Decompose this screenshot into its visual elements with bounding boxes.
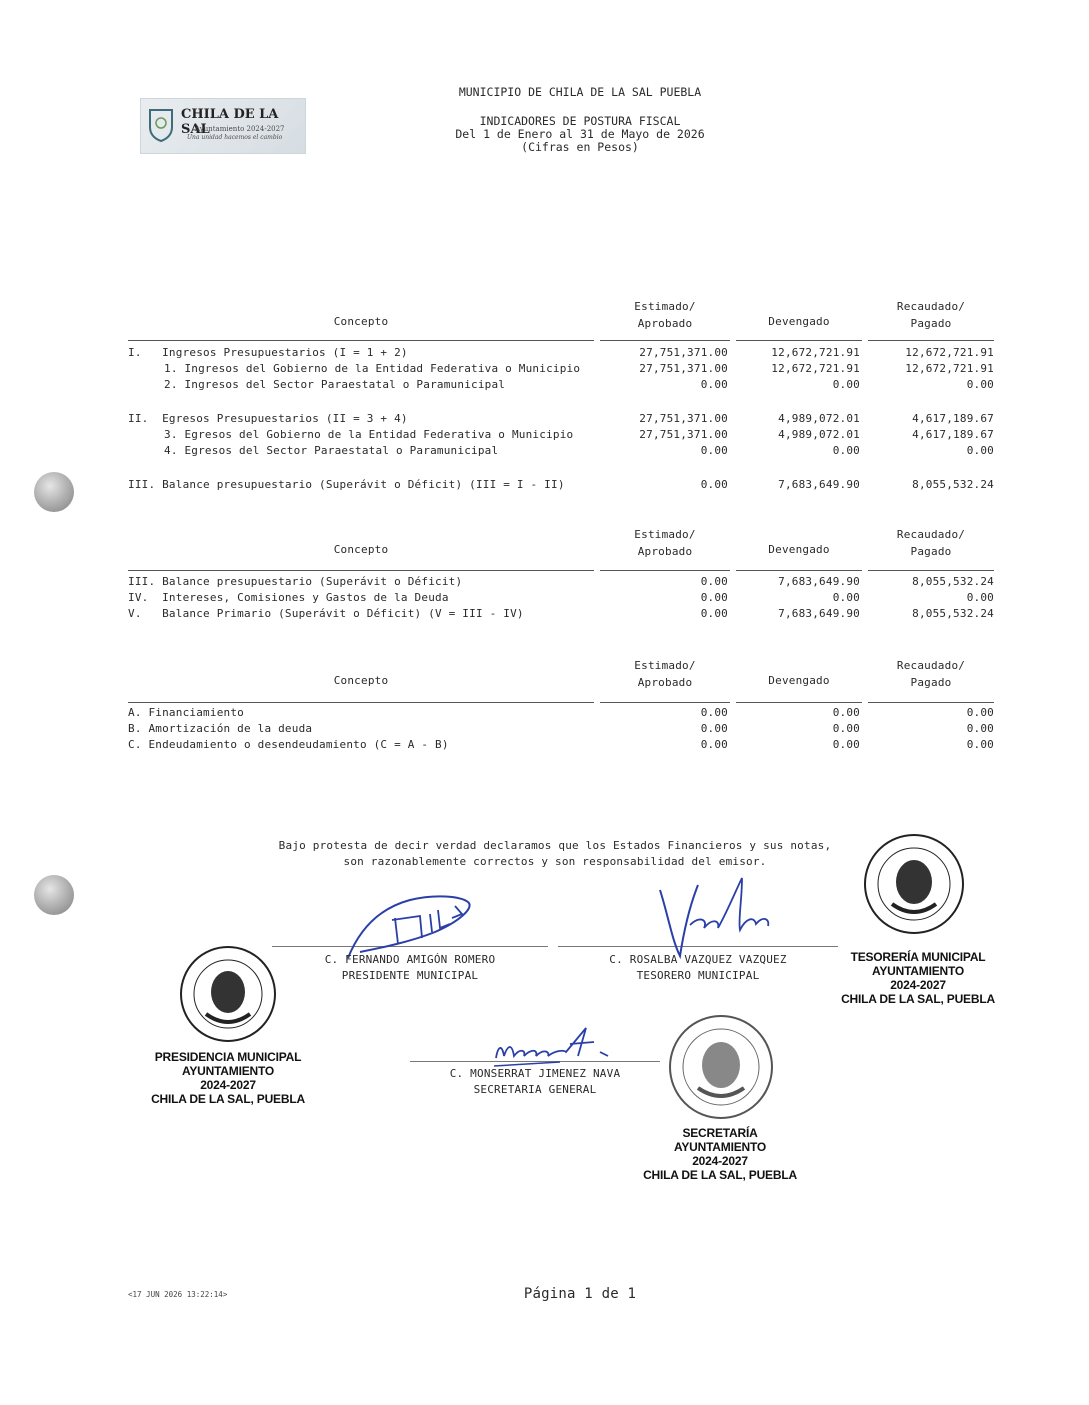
row-devengado: 7,683,649.90 xyxy=(778,575,860,588)
row-recaudado: 12,672,721.91 xyxy=(905,346,994,359)
row-label: B. Amortización de la deuda xyxy=(128,722,313,735)
row-label: 4. Egresos del Sector Paraestatal o Paramunicipal xyxy=(164,444,499,457)
row-recaudado: 8,055,532.24 xyxy=(912,607,994,620)
row-devengado: 0.00 xyxy=(832,444,860,457)
s2-rule-recaudado xyxy=(868,570,994,571)
emblem-seal-presidencia xyxy=(178,944,278,1044)
secretaria-name: C. MONSERRAT JIMENEZ NAVA xyxy=(449,1067,621,1080)
s2-col-estimado-line2: Aprobado xyxy=(637,545,693,558)
report-header xyxy=(380,86,780,154)
s1-col-recaudado xyxy=(868,298,994,332)
s3-rule-estimado xyxy=(600,702,730,703)
seal-presidencia-line4: CHILA DE LA SAL, PUEBLA xyxy=(151,1092,305,1106)
s3-rule-concepto xyxy=(128,702,594,703)
row-devengado: 4,989,072.01 xyxy=(778,412,860,425)
logo-line2: Una unidad hacemos el cambio xyxy=(187,134,283,141)
s2-col-recaudado-line2: Pagado xyxy=(910,545,952,558)
s2-col-concepto: Concepto xyxy=(333,543,389,556)
s3-col-concepto: Concepto xyxy=(333,674,389,687)
report-units: (Cifras en Pesos) xyxy=(521,140,639,154)
row-estimado: 0.00 xyxy=(700,607,728,620)
tesorero-name: C. ROSALBA VAZQUEZ VAZQUEZ xyxy=(609,953,787,966)
row-estimado: 27,751,371.00 xyxy=(639,346,728,359)
row-estimado: 0.00 xyxy=(700,478,728,491)
row-label: 3. Egresos del Gobierno de la Entidad Federativa o Municipio xyxy=(164,428,574,441)
tesorero-title: TESORERO MUNICIPAL xyxy=(636,969,760,982)
seal-tesoreria-line3: 2024-2027 xyxy=(890,978,946,992)
secretaria-block xyxy=(410,1066,660,1098)
seal-presidencia-line1: PRESIDENCIA MUNICIPAL xyxy=(154,1050,302,1064)
row-estimado: 0.00 xyxy=(700,378,728,391)
seal-secretaria-line1: SECRETARÍA xyxy=(682,1126,758,1140)
row-devengado: 7,683,649.90 xyxy=(778,607,860,620)
row-devengado: 4,989,072.01 xyxy=(778,428,860,441)
declaration-line1: Bajo protesta de decir verdad declaramos que los Estados Financieros y sus notas, xyxy=(278,839,832,852)
row-recaudado: 0.00 xyxy=(966,738,994,751)
s1-col-devengado: Devengado xyxy=(768,315,830,328)
row-label: II. Egresos Presupuestarios (II = 3 + 4) xyxy=(128,412,408,425)
seal-presidencia-line3: 2024-2027 xyxy=(200,1078,256,1092)
s1-rule-recaudado xyxy=(868,340,994,341)
s2-col-recaudado xyxy=(868,526,994,560)
seal-text-tesoreria xyxy=(828,950,1008,1006)
row-estimado: 27,751,371.00 xyxy=(639,362,728,375)
s1-col-recaudado-line2: Pagado xyxy=(910,317,952,330)
s1-rule-estimado xyxy=(600,340,730,341)
seal-text-secretaria xyxy=(630,1126,810,1182)
s2-col-estimado xyxy=(600,526,730,560)
s1-col-recaudado-line1: Recaudado/ xyxy=(896,300,966,313)
row-estimado: 0.00 xyxy=(700,706,728,719)
seal-tesoreria-line1: TESORERÍA MUNICIPAL xyxy=(850,950,986,964)
declaration-line2: son razonablemente correctos y son responsabilidad del emisor. xyxy=(343,855,767,868)
logo-line1: Ayuntamiento 2024-2027 xyxy=(195,125,285,133)
print-timestamp: <17 JUN 2026 13:22:14> xyxy=(128,1290,228,1299)
seal-secretaria-line3: 2024-2027 xyxy=(692,1154,748,1168)
punch-hole-bottom xyxy=(34,875,74,915)
report-title: INDICADORES DE POSTURA FISCAL xyxy=(479,114,681,128)
row-label: IV. Intereses, Comisiones y Gastos de la Deuda xyxy=(128,591,449,604)
row-recaudado: 12,672,721.91 xyxy=(905,362,994,375)
s3-col-recaudado-line1: Recaudado/ xyxy=(896,659,966,672)
row-estimado: 0.00 xyxy=(700,738,728,751)
row-recaudado: 0.00 xyxy=(966,706,994,719)
declaration xyxy=(200,838,910,870)
row-recaudado: 4,617,189.67 xyxy=(912,412,994,425)
s2-rule-devengado xyxy=(736,570,862,571)
row-devengado: 0.00 xyxy=(832,722,860,735)
row-devengado: 12,672,721.91 xyxy=(771,346,860,359)
row-estimado: 0.00 xyxy=(700,722,728,735)
row-recaudado: 0.00 xyxy=(966,444,994,457)
row-label: III. Balance presupuestario (Superávit o Déficit) (III = I - II) xyxy=(128,478,565,491)
seal-tesoreria-line2: AYUNTAMIENTO xyxy=(871,964,965,978)
row-recaudado: 8,055,532.24 xyxy=(912,575,994,588)
row-estimado: 0.00 xyxy=(700,444,728,457)
s3-rule-recaudado xyxy=(868,702,994,703)
page-number: Página 1 de 1 xyxy=(523,1286,637,1302)
s3-rule-devengado xyxy=(736,702,862,703)
s3-col-recaudado-line2: Pagado xyxy=(910,676,952,689)
seal-tesoreria-line4: CHILA DE LA SAL, PUEBLA xyxy=(841,992,995,1006)
signature-secretaria xyxy=(490,1022,620,1072)
s2-col-recaudado-line1: Recaudado/ xyxy=(896,528,966,541)
row-label: 2. Ingresos del Sector Paraestatal o Paramunicipal xyxy=(164,378,506,391)
s2-col-estimado-line1: Estimado/ xyxy=(634,528,696,541)
row-devengado: 0.00 xyxy=(832,378,860,391)
municipal-logo xyxy=(140,98,306,154)
row-devengado: 7,683,649.90 xyxy=(778,478,860,491)
s3-col-recaudado xyxy=(868,657,994,691)
municipio-title: MUNICIPIO DE CHILA DE LA SAL PUEBLA xyxy=(458,85,702,99)
emblem-seal-secretaria xyxy=(666,1012,776,1122)
s1-col-estimado-line1: Estimado/ xyxy=(634,300,696,313)
presidente-title: PRESIDENTE MUNICIPAL xyxy=(341,969,479,982)
row-estimado: 0.00 xyxy=(700,575,728,588)
s2-rule-concepto xyxy=(128,570,594,571)
seal-secretaria-line4: CHILA DE LA SAL, PUEBLA xyxy=(643,1168,797,1182)
row-label: C. Endeudamiento o desendeudamiento (C = A - B) xyxy=(128,738,449,751)
row-devengado: 0.00 xyxy=(832,706,860,719)
s1-col-estimado-line2: Aprobado xyxy=(637,317,693,330)
s1-col-estimado xyxy=(600,298,730,332)
s3-col-estimado-line2: Aprobado xyxy=(637,676,693,689)
shield-icon xyxy=(147,107,175,143)
signature-tesorero xyxy=(650,870,780,960)
row-recaudado: 0.00 xyxy=(966,722,994,735)
presidente-block xyxy=(272,952,548,984)
s2-col-devengado: Devengado xyxy=(768,543,830,556)
row-label: I. Ingresos Presupuestarios (I = 1 + 2) xyxy=(128,346,408,359)
row-label: A. Financiamiento xyxy=(128,706,244,719)
presidente-name: C. FERNANDO AMIGÓN ROMERO xyxy=(324,953,496,966)
row-recaudado: 8,055,532.24 xyxy=(912,478,994,491)
s1-rule-concepto xyxy=(128,340,594,341)
report-period: Del 1 de Enero al 31 de Mayo de 2026 xyxy=(455,127,705,141)
s1-rule-devengado xyxy=(736,340,862,341)
s3-col-devengado: Devengado xyxy=(768,674,830,687)
logo-name: CHILA DE LA SAL xyxy=(181,107,279,137)
seal-secretaria-line2: AYUNTAMIENTO xyxy=(673,1140,767,1154)
row-devengado: 0.00 xyxy=(832,738,860,751)
secretaria-title: SECRETARIA GENERAL xyxy=(473,1083,597,1096)
s2-rule-estimado xyxy=(600,570,730,571)
row-estimado: 27,751,371.00 xyxy=(639,412,728,425)
emblem-seal-tesoreria xyxy=(862,832,966,936)
row-recaudado: 0.00 xyxy=(966,591,994,604)
seal-text-presidencia xyxy=(138,1050,318,1106)
s3-col-estimado xyxy=(600,657,730,691)
s3-col-estimado-line1: Estimado/ xyxy=(634,659,696,672)
row-devengado: 0.00 xyxy=(832,591,860,604)
row-recaudado: 4,617,189.67 xyxy=(912,428,994,441)
row-estimado: 0.00 xyxy=(700,591,728,604)
row-recaudado: 0.00 xyxy=(966,378,994,391)
row-label: V. Balance Primario (Superávit o Déficit) (V = III - IV) xyxy=(128,607,524,620)
row-label: 1. Ingresos del Gobierno de la Entidad Federativa o Municipio xyxy=(164,362,581,375)
row-label: III. Balance presupuestario (Superávit o Déficit) xyxy=(128,575,463,588)
row-devengado: 12,672,721.91 xyxy=(771,362,860,375)
row-estimado: 27,751,371.00 xyxy=(639,428,728,441)
seal-presidencia-line2: AYUNTAMIENTO xyxy=(181,1064,275,1078)
tesorero-block xyxy=(558,952,838,984)
punch-hole-top xyxy=(34,472,74,512)
s1-col-concepto: Concepto xyxy=(333,315,389,328)
